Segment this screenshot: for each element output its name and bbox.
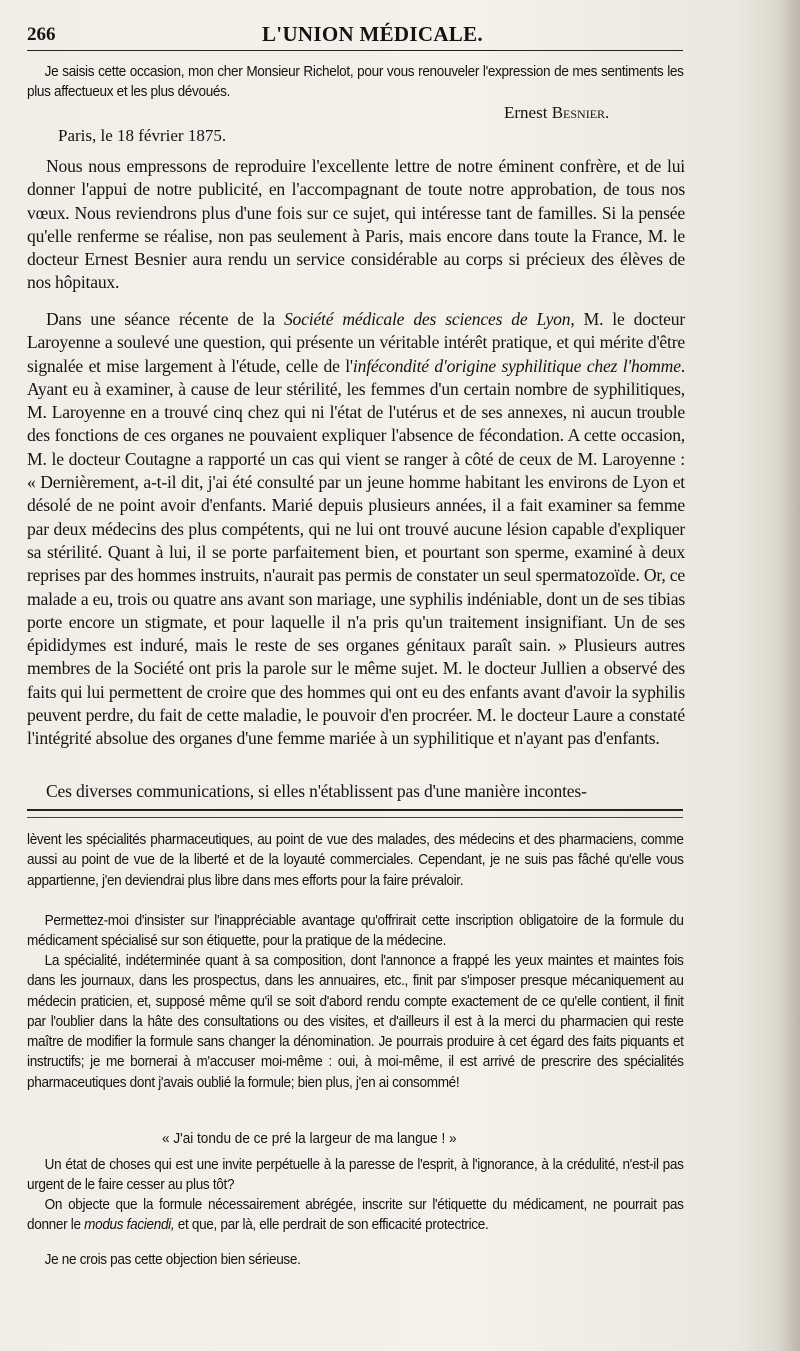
feuilleton-paragraph-6: Je ne crois pas cette objection bien sérieuse. [44,1252,301,1268]
journal-title: L'UNION MÉDICALE. [262,22,483,46]
society-name: Société médicale des sciences de Lyon [283,309,571,329]
feuilleton-text-5a: On objecte que la formule nécessairement abrégée, inscrite sur l'étiquette du médicament, ne pourrait pas donner le [27,1197,684,1234]
signature [504,103,609,123]
page-edge-shadow [778,0,800,1351]
article-continuation: Ces diverses communications, si elles n'établissent pas d'une manière incontes- [46,781,587,801]
feuilleton-paragraph-2: Permettez-moi d'insister sur l'inappréciable avantage qu'offrirait cette inscription obligatoire de la formule du médicament spécialisé sur son étiquette, pour la pratique de la médecine. [27,913,684,950]
feuilleton-quote: « J'ai tondu de ce pré la largeur de ma langue ! » [162,1131,457,1147]
header-rule [27,50,683,51]
signature-last-name: Besnier. [551,103,610,122]
page-number: 266 [27,24,56,45]
editorial-paragraph: Nous nous empressons de reproduire l'excellente lettre de notre éminent confrère, et de lui donner l'appui de notre publicité, en l'accompagnant de toute notre approbation, de tous nos vœux. Nous reviendrons plus d'une fois sur ce sujet, qui intéresse tant de familles. Si la pensée qu'elle renferme se réalise, non pas seulement à Paris, mais encore dans toute la France, M. le docteur Ernest Besnier aura rendu un service considérable au corps si précieux des élèves de nos hôpitaux. [27,156,685,293]
running-header [0,18,740,48]
article-paragraph [27,308,685,751]
feuilleton-paragraph-5 [27,1195,684,1236]
article-topic: infécondité d'origine syphilitique chez l'homme [352,355,681,376]
modus-faciendi: modus faciendi, [84,1217,175,1234]
feuilleton-paragraph-3: La spécialité, indéterminée quant à sa composition, dont l'annonce a frappé les yeux maintes et maintes fois dans les journaux, dans les prospectus, dans les annuaires, etc., finit par s'imposer presque mécaniquement au médecin praticien, et, supposé même qu'il se soit d'abord rendu compte exactement de ce qu'elle contient, il finit par l'oublier dans la hâte des consultations ou des visites, et d'ailleurs il est à la merci du pharmacien qui reste maître de modifier la formule sans changer la dénomination. Je pourrais produire à cet égard des faits piquants et instructifs; je me bornerai à m'accuser moi-même : oui, à moi-même, il est arrivé de prescrire des spécialités pharmaceutiques dont j'avais oublié la formule; bien plus, j'en ai consommé! [27,953,684,1091]
article-text-3: . Ayant eu à examiner, à cause de leur stérilité, les femmes d'un certain nombre de syphilitiques, M. Laroyenne en a trouvé cinq chez qui ni l'état de l'utérus et de ses annexes, ni aucun trouble des fonctions de ces organes ne pouvaient expliquer l'absence de fécondation. A cette occasion, M. le docteur Coutagne a rapporté un cas qui vient se ranger à côté de ceux de M. Laroyenne : « Dernièrement, a-t-il dit, j'ai été consulté par un jeune homme habitant les environs de Lyon et désolé de ne point avoir d'enfants. Marié depuis plusieurs années, il a fait examiner sa femme par deux médecins des plus compétents, qui ne lui ont trouvé aucune lésion capable d'expliquer sa stérilité. Quant à lui, il se porte parfaitement bien, et pourtant son sperme, examiné à deux reprises par des hommes instruits, n'aurait pas permis de constater un seul spermatozoïde. Or, ce malade a eu, trois ou quatre ans avant son mariage, une syphilis indéniable, dont un de ses tibias porte encore un stigmate, et pour laquelle il n'a pris qu'un traitement insignifiant. Un de ses épididymes est induré, mais le reste de ses organes génitaux paraît sain. » Plusieurs autres membres de la Société ont pris la parole sur le même sujet. M. le docteur Jullien a observé des faits qui lui permettent de croire que des hommes qui ont eu des enfants avant d'avoir la syphilis peuvent perdre, du fait de cette maladie, le pouvoir d'en procréer. M. le docteur Laure a constaté l'intégrité absolue des organes d'une femme mariée à un syphilitique et n'ayant pas d'enfants. [27,355,686,749]
article-text-2: , M. le docteur Laroyenne a soulevé une question, qui présente un véritable intérêt pratique, et qui mérite d'être signalée et mise largement à l'étude, celle de [27,309,685,376]
feuilleton-paragraph-1: lèvent les spécialités pharmaceutiques, au point de vue des malades, des médecins et des pharmaciens, comme aussi au point de vue de la liberté et de la loyauté commerciales. Cependant, je ne suis pas fâché qu'elle vous appartienne, j'en deviendrai plus libre dans mes efforts pour la faire prévaloir. [27,832,684,889]
signature-first-name: Ernest [504,103,548,122]
feuilleton-paragraph-4: Un état de choses qui est une invite perpétuelle à la paresse de l'esprit, à l'ignorance, à la crédulité, n'est-il pas urgent de le faire cesser au plus tôt? [27,1157,684,1194]
letter-closing: Je saisis cette occasion, mon cher Monsieur Richelot, pour vous renouveler l'expression de mes sentiments les plus affectueux et les plus dévoués. [27,64,684,101]
feuilleton-separator [27,809,683,818]
article-text-1: Dans une séance récente de la [46,309,284,329]
dateline: Paris, le 18 février 1875. [58,126,227,145]
feuilleton-text-5b: et que, par là, elle perdrait de son efficacité protectrice. [174,1217,489,1234]
topic-prefix: l' [345,355,353,376]
